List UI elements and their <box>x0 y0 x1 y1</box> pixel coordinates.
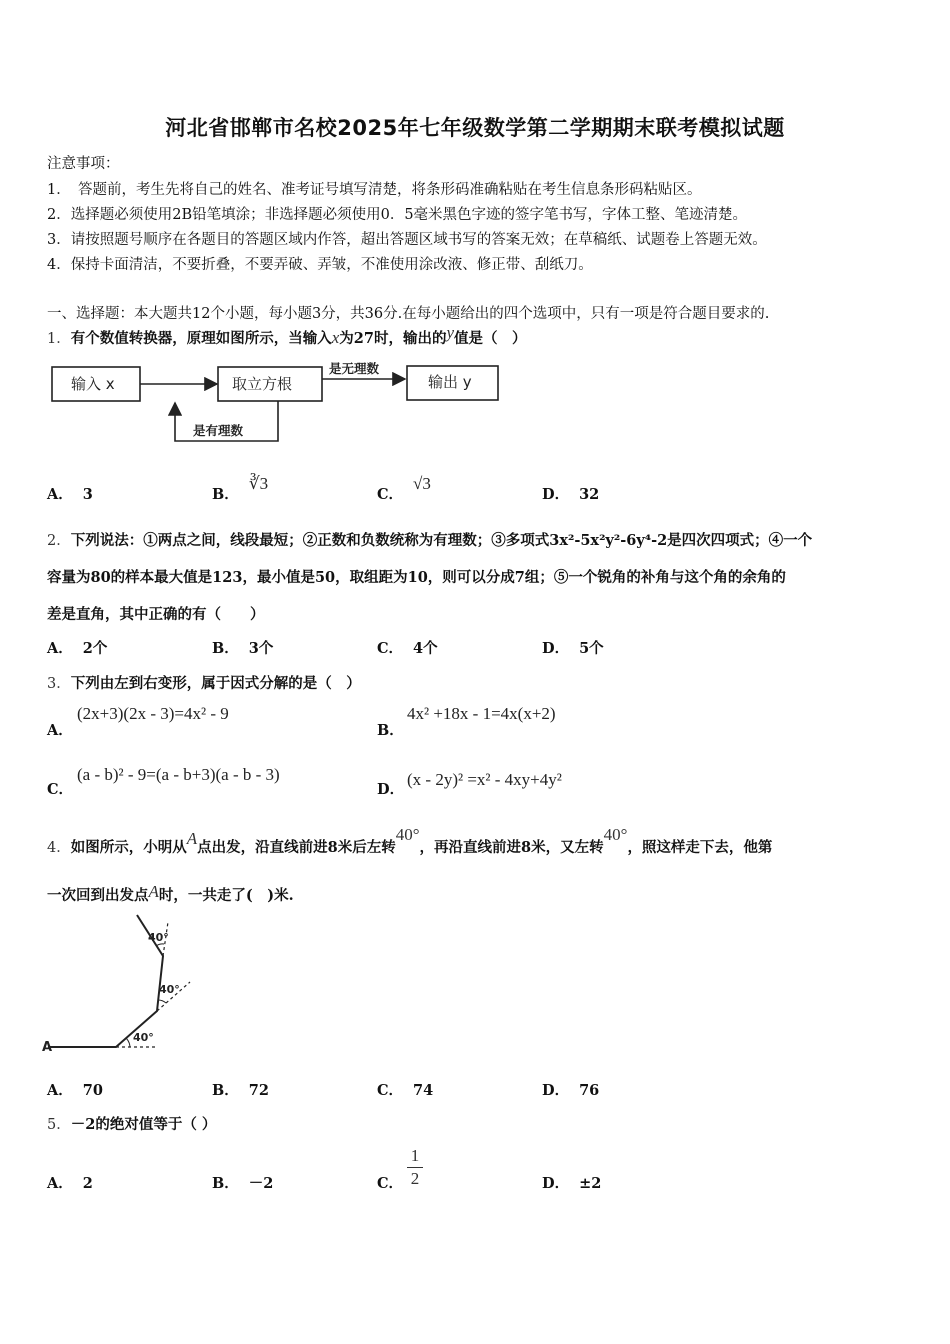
notice-item-1: 1． 答题前，考生先将自己的姓名、准考证号填写清楚，将条形码准确粘贴在考生信息条形码粘贴区。 <box>47 182 702 198</box>
q2-option-a[interactable]: A． 2个 <box>47 640 108 657</box>
question-5-text: 5．－2的绝对值等于（ ） <box>47 1116 217 1133</box>
q1-option-a[interactable]: A． 3 <box>47 486 93 503</box>
q5-option-b[interactable]: B． －2 <box>212 1175 274 1192</box>
angle-label: 40° <box>603 825 628 844</box>
question-2-text: 2．下列说法：①两点之间，线段最短；②正数和负数统称为有理数；③多项式3x²-5x²y²-6y⁴-2是四次四项式；④一个 <box>47 532 813 549</box>
flowchart-diagram <box>45 355 515 450</box>
flow-output-label: 输出 y <box>428 373 472 391</box>
question-number: 1． <box>47 331 71 347</box>
q4-option-a[interactable]: A． 70 <box>47 1082 103 1099</box>
q2-option-c[interactable]: C． 4个 <box>377 640 438 657</box>
fraction-denominator: 2 <box>410 1169 420 1188</box>
figure-angle-label: 40° <box>159 983 180 996</box>
q5-option-d[interactable]: D． ±2 <box>542 1175 602 1192</box>
q2-option-d[interactable]: D． 5个 <box>542 640 604 657</box>
page-title: 河北省邯郸市名校2025年七年级数学第二学期期末联考模拟试题 <box>165 116 785 140</box>
q3-option-d[interactable]: D． <box>377 781 405 798</box>
fraction-numerator: 1 <box>410 1146 420 1165</box>
q3-option-d-expression: (x - 2y)² =x² - 4xy+4y² <box>407 770 562 789</box>
flow-input-label: 输入 x <box>71 375 115 393</box>
flow-rational-label: 是有理数 <box>193 423 244 438</box>
question-4-text: 4．如图所示，小明从A点出发，沿直线前进8米后左转40°，再沿直线前进8米，又左转40°，照这样走下去，他第 <box>47 825 773 856</box>
q1-option-c[interactable]: C．√3 <box>377 474 431 503</box>
notice-item-2: 2．选择题必须使用2B铅笔填涂；非选择题必须使用0．5毫米黑色字迹的签字笔书写，字体工整、笔迹清楚。 <box>47 207 748 223</box>
flow-irrational-label: 是无理数 <box>329 361 380 376</box>
question-3-text: 3．下列由左到右变形，属于因式分解的是（ ） <box>47 675 361 692</box>
variable-y: y <box>446 323 455 342</box>
notice-heading: 注意事项： <box>47 156 120 172</box>
q3-option-c[interactable]: C． <box>47 781 74 798</box>
q3-option-b[interactable]: B． <box>377 722 404 739</box>
q3-option-b-expression: 4x² +18x - 1=4x(x+2) <box>407 704 556 723</box>
question-2-text-line2: 容量为80的样本最大值是123，最小值是50，取组距为10，则可以分成7组；⑤一个锐角的补角与这个角的余角的 <box>47 569 786 586</box>
fraction-one-half <box>407 1146 423 1189</box>
q5-option-a[interactable]: A． 2 <box>47 1175 93 1192</box>
section-heading: 一、选择题：本大题共12个小题，每小题3分，共36分.在每小题给出的四个选项中，只有一项是符合题目要求的. <box>47 306 770 322</box>
question-1-text: 1．有个数值转换器，原理如图所示，当输入x为27时，输出的y值是（ ） <box>47 323 527 347</box>
figure-point-a: A <box>42 1040 53 1055</box>
fraction-bar <box>407 1167 423 1168</box>
question-4-text-line2: 一次回到出发点A时，一共走了( )米. <box>47 882 294 904</box>
walking-path <box>48 915 163 1047</box>
angle-arc <box>156 944 164 946</box>
flow-process-label: 取立方根 <box>232 375 293 393</box>
q4-option-b[interactable]: B． 72 <box>212 1082 269 1099</box>
figure-angle-label: 40° <box>148 931 169 944</box>
q4-option-c[interactable]: C． 74 <box>377 1082 434 1099</box>
question-2-text-line3: 差是直角，其中正确的有（ ） <box>47 606 265 623</box>
angle-arc <box>158 1000 166 1003</box>
path-diagram <box>40 910 210 1060</box>
q1-option-b[interactable]: B．∛3 <box>212 474 269 503</box>
q4-option-d[interactable]: D． 76 <box>542 1082 600 1099</box>
q5-option-c[interactable]: C． <box>377 1175 404 1192</box>
q3-option-c-expression: (a - b)² - 9=(a - b+3)(a - b - 3) <box>77 765 280 784</box>
angle-label: 40° <box>395 825 420 844</box>
notice-item-3: 3．请按照题号顺序在各题目的答题区域内作答，超出答题区域书写的答案无效；在草稿纸、试题卷上答题无效。 <box>47 232 767 248</box>
figure-angle-label: 40° <box>133 1031 154 1044</box>
notice-item-4: 4．保持卡面清洁，不要折叠，不要弄破、弄皱，不准使用涂改液、修正带、刮纸刀。 <box>47 257 593 273</box>
q3-option-a-expression: (2x+3)(2x - 3)=4x² - 9 <box>77 704 229 723</box>
q1-option-d[interactable]: D． 32 <box>542 486 600 503</box>
variable-x: x <box>331 328 340 347</box>
point-a-label: A <box>186 829 198 848</box>
angle-arc <box>126 1038 130 1047</box>
q3-option-a[interactable]: A． <box>47 722 73 739</box>
q2-option-b[interactable]: B． 3个 <box>212 640 274 657</box>
